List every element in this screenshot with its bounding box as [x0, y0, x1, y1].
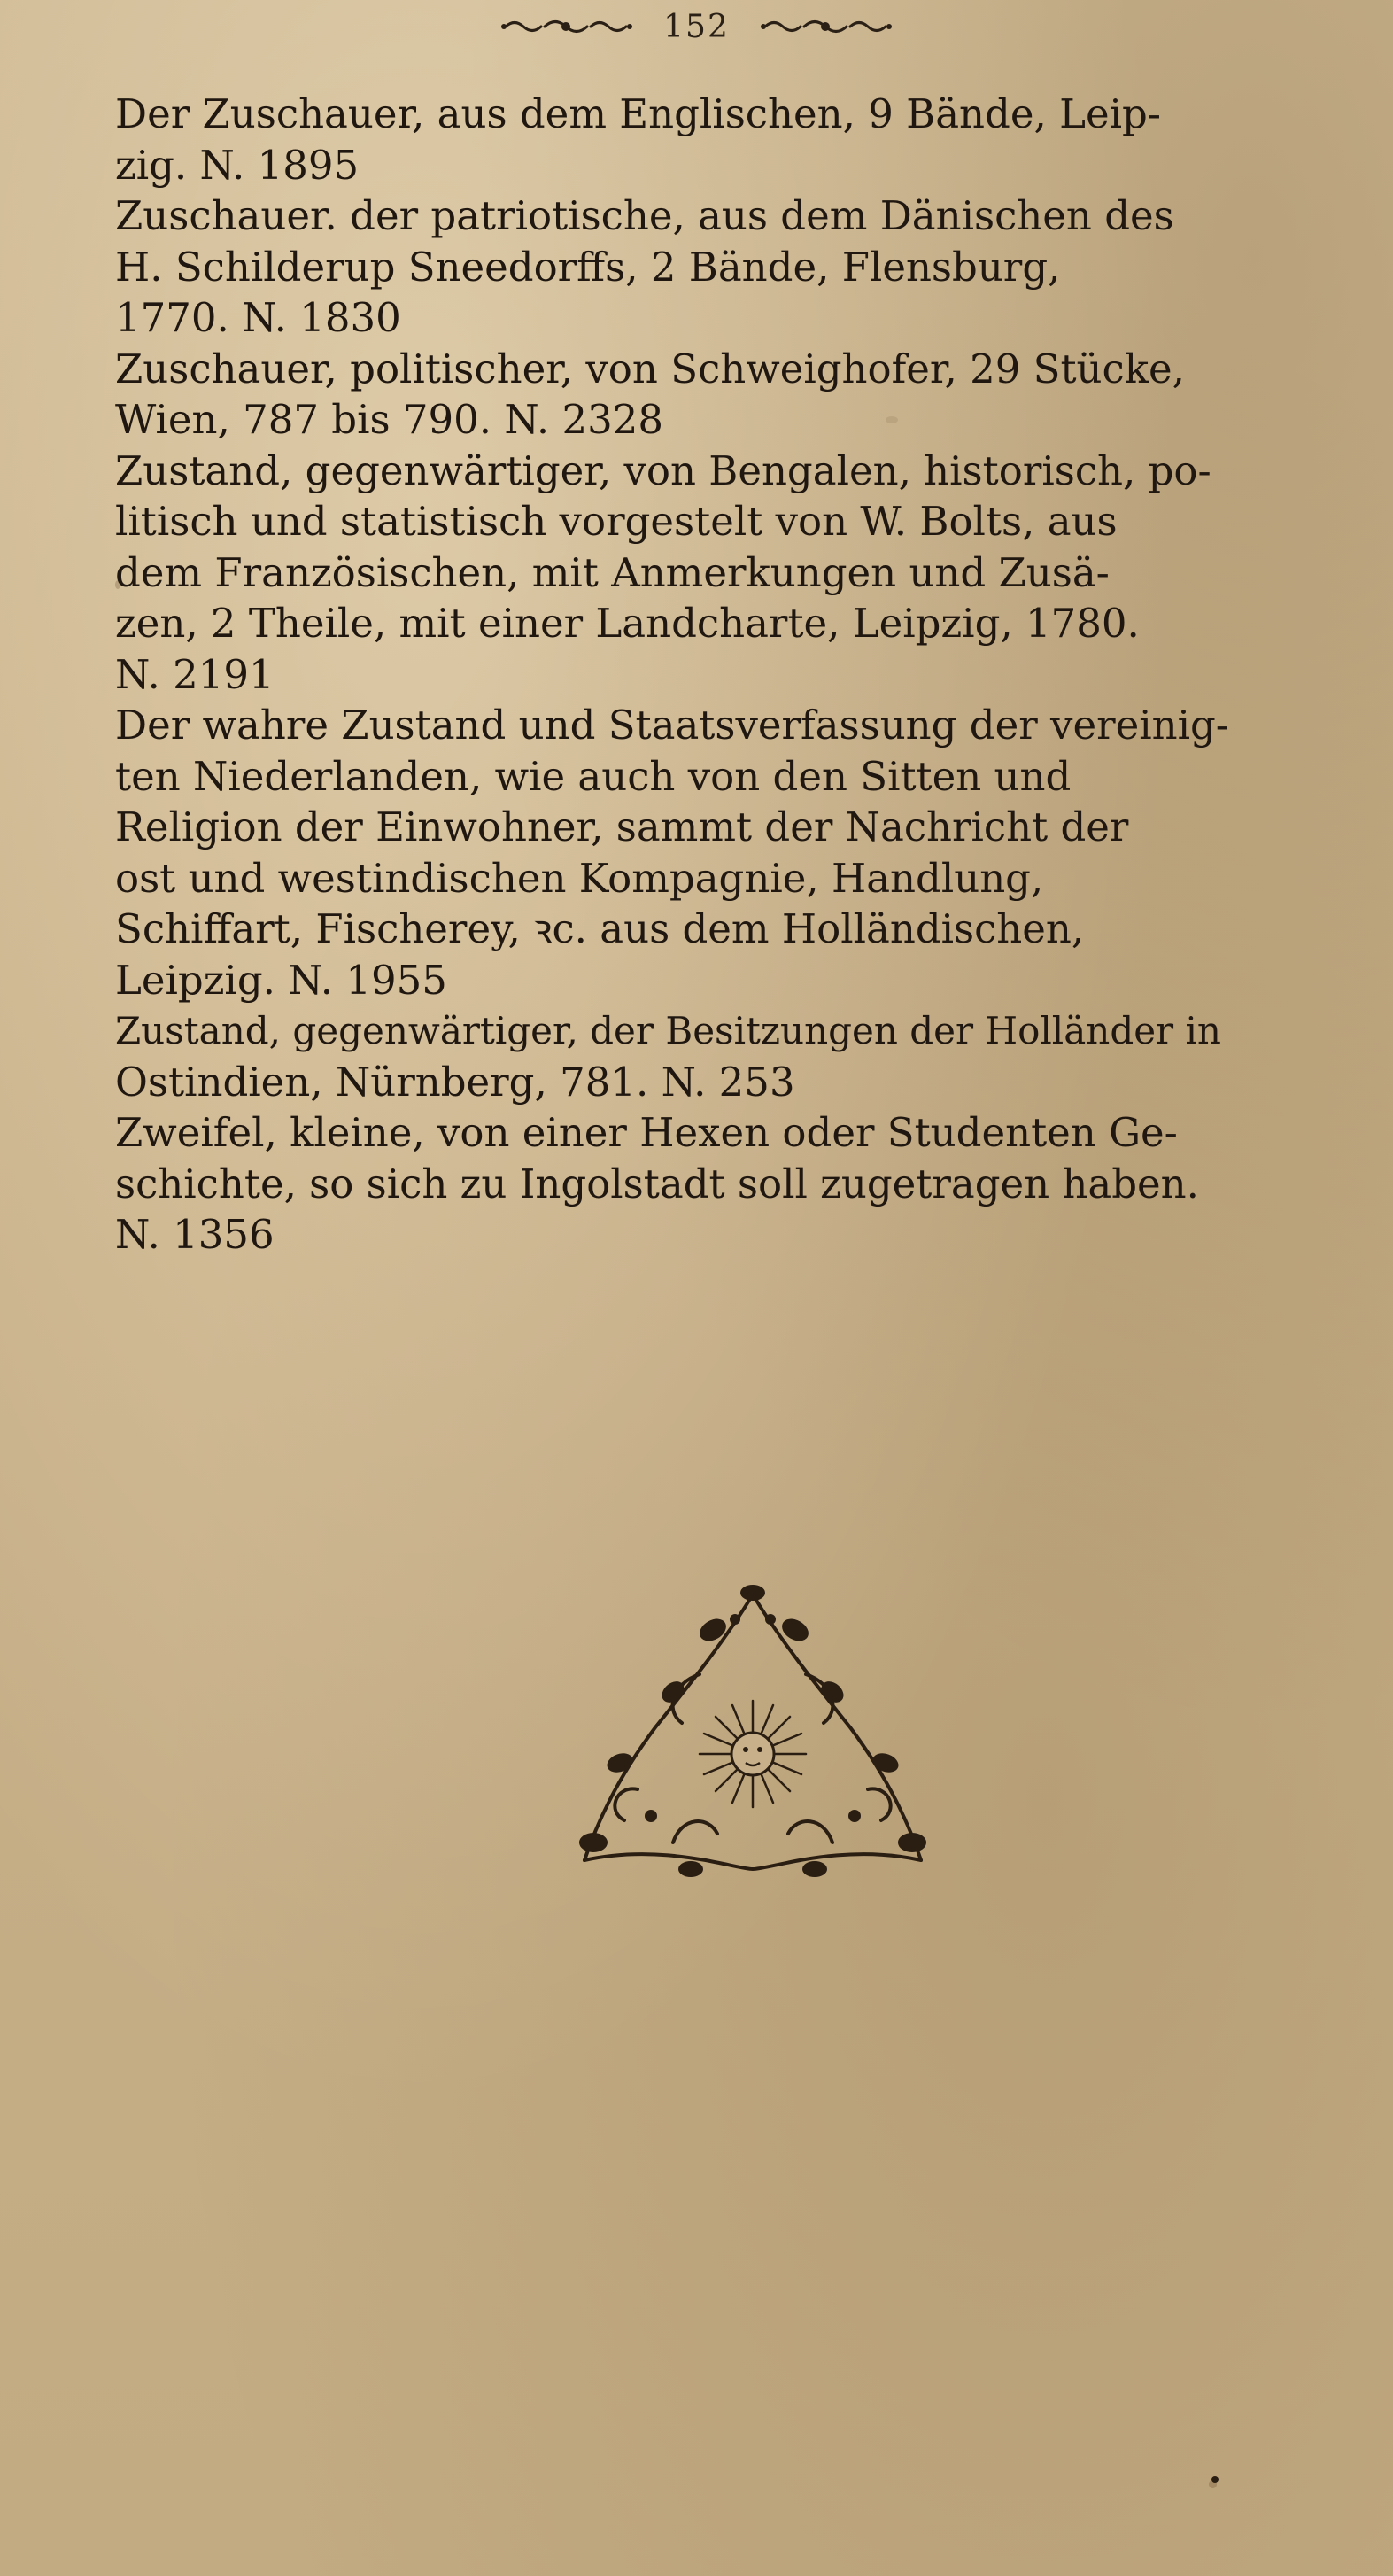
catalogue-entry [115, 344, 1355, 446]
entry-line: Der Zuschauer, aus dem Englischen, 9 Bände, Leip- [115, 90, 1161, 137]
entry-line: 1770. N. 1830 [115, 294, 401, 341]
entry-line: Leipzig. N. 1955 [115, 956, 447, 1004]
entry-line: Zweifel, kleine, von einer Hexen oder Studenten Ge- [115, 1109, 1178, 1156]
entry-line: H. Schilderup Sneedorffs, 2 Bände, Flensburg, [115, 243, 1061, 291]
entry-line: Zustand, gegenwärtiger, der Besitzungen der Holländer in [115, 1009, 1221, 1052]
entry-line: ost und westindischen Kompagnie, Handlung, [115, 854, 1044, 902]
floral-sun-vignette-icon [558, 1577, 948, 1913]
entry-line: schichte, so sich zu Ingolstadt soll zugetragen haben. [115, 1160, 1199, 1207]
entry-line: ten Niederlanden, wie auch von den Sitten und [115, 752, 1072, 800]
ink-speck [1211, 2476, 1219, 2483]
entry-line: Der wahre Zustand und Staatsverfassung der vereinig- [115, 702, 1230, 749]
catalogue-entry [115, 700, 1355, 1005]
entry-line: Ostindien, Nürnberg, 781. N. 253 [115, 1058, 795, 1106]
entry-line: dem Französischen, mit Anmerkungen und Zusä- [115, 548, 1110, 596]
entry-line: litisch und statistisch vorgestelt von W. Bolts, aus [115, 498, 1118, 545]
catalogue-entry [115, 1005, 1355, 1107]
entry-line: zen, 2 Theile, mit einer Landcharte, Leipzig, 1780. [115, 600, 1140, 647]
entry-line: zig. N. 1895 [115, 141, 360, 189]
header-ornament-left-icon [500, 17, 633, 36]
catalogue-entry [115, 446, 1355, 701]
entry-line: Wien, 787 bis 790. N. 2328 [115, 396, 663, 443]
catalogue-entry [115, 1107, 1355, 1261]
catalogue-entry [115, 190, 1355, 344]
entry-line: Zuschauer, politischer, von Schweighofer, 29 Stücke, [115, 345, 1185, 392]
header-ornament-right-icon [760, 17, 893, 36]
entry-line: Religion der Einwohner, sammt der Nachricht der [115, 803, 1129, 850]
catalogue-entry [115, 89, 1355, 190]
running-head [0, 0, 1393, 53]
entry-line: N. 1356 [115, 1211, 275, 1258]
page-number: 152 [663, 8, 730, 45]
entry-line: Zustand, gegenwärtiger, von Bengalen, historisch, po- [115, 446, 1211, 494]
entry-line: Zuschauer. der patriotische, aus dem Dänischen des [115, 192, 1174, 239]
catalogue-entries [115, 89, 1355, 1261]
entry-line: Schiffart, Fischerey, ꝛc. aus dem Holländischen, [115, 905, 1085, 952]
entry-line: N. 2191 [115, 650, 275, 698]
